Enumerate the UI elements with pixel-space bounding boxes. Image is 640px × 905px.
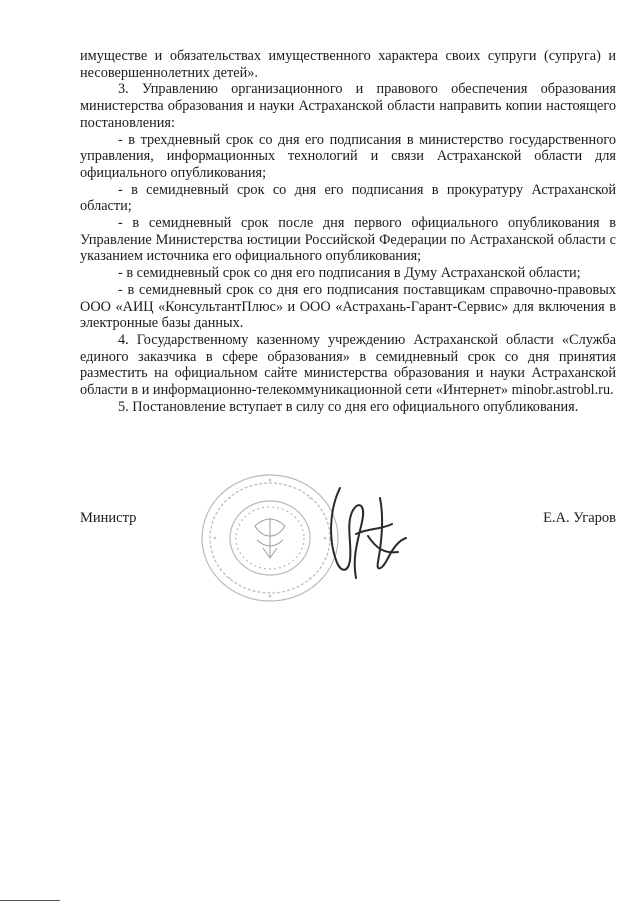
paragraph-item-5: 5. Постановление вступает в силу со дня его официального опубликования.: [118, 398, 579, 415]
signer-name: Е.А. Угаров: [543, 510, 616, 526]
paragraph-subitem-prosecutor: - в семидневный срок со дня его подписания в прокуратуру Астраханской области;: [80, 181, 616, 215]
document-body: [80, 48, 616, 415]
paragraph-subitem-justice-ministry: - в семидневный срок после дня первого официального опубликования в Управление Министерства юстиции Российской Федерации по Астраханской области с указанием источника его официального опубликования;: [80, 215, 616, 265]
paragraph-subitem-legal-databases: - в семидневный срок со дня его подписания поставщикам справочно-правовых ООО «АИЦ «КонсультантПлюс» и ООО «Астрахань-Гарант-Сервис» для включения в электронные базы данных.: [80, 281, 616, 332]
paragraph-item-4: 4. Государственному казенному учреждению Астраханской области «Служба единого заказчика в сфере образования» в семидневный срок со дня принятия разместить на официальном сайте министерства образования и науки Астраханской области в и информационно-телекоммуникационной сети «Интернет» minobr.astrobl.ru.: [80, 331, 616, 399]
position-title: Министр: [80, 510, 137, 526]
paragraph-item-3: 3. Управлению организационного и правового обеспечения образования министерства образования и науки Астраханской области направить копии настоящего постановления:: [80, 81, 616, 131]
scan-edge-line: [0, 900, 60, 901]
paragraph-property-clause: имуществе и обязательствах имущественного характера своих супруги (супруга) и несовершеннолетних детей».: [80, 48, 616, 81]
signature-block: [80, 510, 616, 534]
paragraph-subitem-publication: - в трехдневный срок со дня его подписания в министерство государственного управления, информационных технологий и связи Астраханской области для официального опубликования;: [80, 131, 616, 181]
paragraph-subitem-duma: - в семидневный срок со дня его подписания в Думу Астраханской области;: [118, 265, 581, 282]
